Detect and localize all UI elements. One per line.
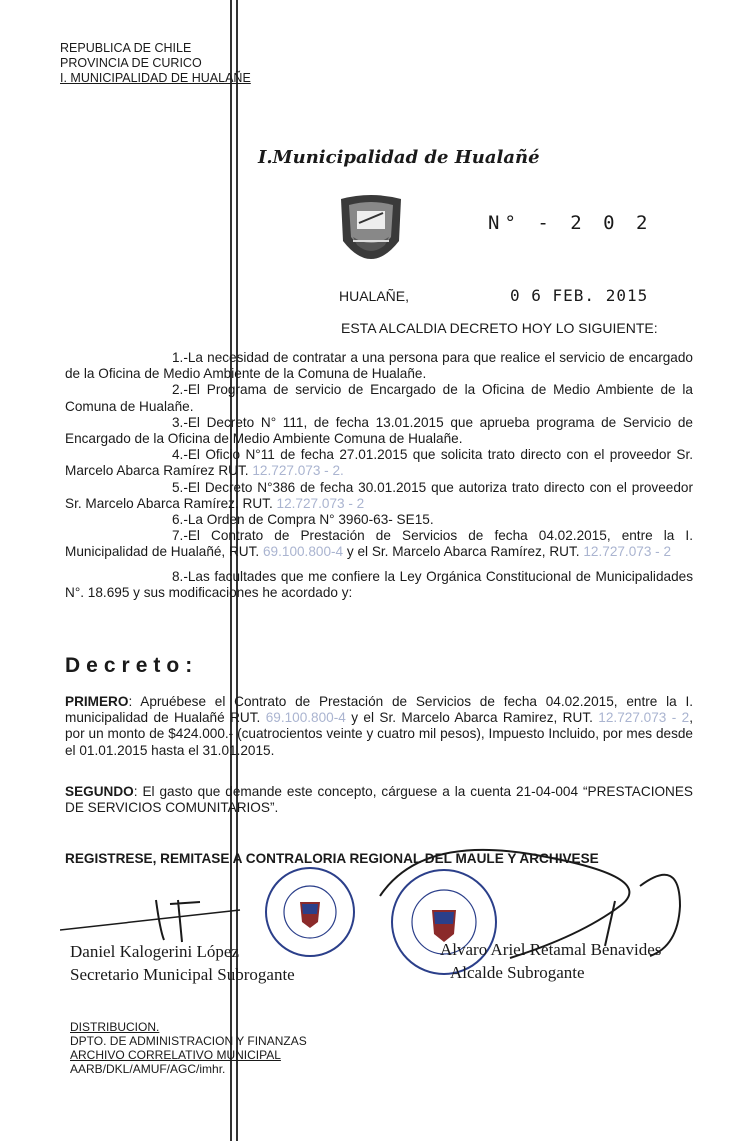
distribution-line: AARB/DKL/AMUF/AGC/imhr. [70, 1062, 226, 1076]
municipal-crest-icon [335, 193, 407, 273]
distribution-line: ARCHIVO CORRELATIVO MUNICIPAL [70, 1048, 281, 1062]
segundo-label: SEGUNDO [65, 784, 134, 799]
municipality-title: I.Municipalidad de Hualañé [258, 147, 540, 168]
rut-value: 69.100.800-4 [265, 710, 346, 726]
decree-place: HUALAÑE, [339, 288, 410, 304]
considerando-8: 8.-Las facultades que me confiere la Ley Orgánica Constitucional de Municipalidades N°. 18.695 y sus modificaciones he acordado y: [65, 568, 693, 600]
primero-label: PRIMERO [65, 694, 129, 709]
considerandos [65, 350, 693, 601]
distribution-list [70, 1020, 307, 1076]
considerando-1: 1.-La necesidad de contratar a una persona para que realice el servicio de encargado de la Oficina de Medio Ambiente de la Comuna de Hualañe. [65, 350, 693, 382]
considerando-6: 6.-La Orden de Compra N° 3960-63- SE15. [172, 512, 434, 528]
rut-value: 12.727.073 - 2 [598, 710, 690, 726]
considerando-2: 2.-El Programa de servicio de Encargado de la Oficina de Medio Ambiente de la Comuna de Hualañe. [65, 382, 693, 414]
considerando-3: 3.-El Decreto N° 111, de fecha 13.01.2015 que aprueba programa de Servicio de Encargado de la Oficina de Medio Ambiente Comuna de Hualañe. [65, 414, 693, 447]
header-province: PROVINCIA DE CURICO [60, 56, 202, 70]
signature-left [70, 940, 295, 986]
rut-value: 12.727.073 - 2 [583, 544, 672, 560]
decreto-heading: Decreto: [65, 654, 199, 677]
decree-number: N° - 2 0 2 [488, 212, 653, 234]
distribution-line: DPTO. DE ADMINISTRACION Y FINANZAS [70, 1034, 307, 1048]
rut-value: 12.727.073 - 2. [252, 463, 344, 479]
signer-right-role: Alcalde Subrogante [450, 963, 585, 982]
header-municipality: I. MUNICIPALIDAD DE HUALAÑE [60, 71, 251, 85]
rut-value: 69.100.800-4 [262, 544, 344, 560]
registrese-line: REGISTRESE, REMITASE A CONTRALORIA REGIONAL DEL MAULE Y ARCHIVESE [65, 851, 599, 866]
considerando-7: 7.-El Contrato de Prestación de Servicios de fecha 04.02.2015, entre la I. Municipalidad de Hualañé, RUT. 69.100.800-4 y el Sr. Marcelo Abarca Ramírez, RUT. 12.727.073 - 2 [65, 528, 693, 560]
document-header [60, 41, 251, 86]
signer-left-role: Secretario Municipal Subrogante [70, 965, 295, 984]
header-country: REPUBLICA DE CHILE [60, 41, 192, 55]
article-primero: PRIMERO: Apruébese el Contrato de Prestación de Servicios de fecha 04.02.2015, entre la I. municipalidad de Hualañé RUT. 69.100.800-4 y el Sr. Marcelo Abarca Ramirez, RUT. 12.727.073 - 2, por un monto de $424.000.- (cuatrocientos veinte y cuatro mil pesos), Impuesto Incluido, por mes desde el 01.01.2015 hasta el 31.01.2015. [65, 694, 693, 758]
signer-right-name: Alvaro Ariel Retamal Benavides [440, 940, 662, 959]
decree-date: 0 6 FEB. 2015 [510, 286, 649, 305]
signer-left-name: Daniel Kalogerini López [70, 942, 239, 961]
article-segundo: SEGUNDO: El gasto que demande este concepto, cárguese a la cuenta 21-04-004 “PRESTACIONES DE SERVICIOS COMUNITARIOS”. [65, 784, 693, 816]
distribution-heading: DISTRIBUCION. [70, 1020, 160, 1034]
rut-value: 12.727.073 - 2 [276, 495, 365, 511]
considerando-5: 5.-El Decreto N°386 de fecha 30.01.2015 que autoriza trato directo con el proveedor Sr. Marcelo Abarca Ramírez, RUT. 12.727.073 - 2 [65, 479, 693, 511]
signature-right [440, 938, 661, 984]
decree-intro: ESTA ALCALDIA DECRETO HOY LO SIGUIENTE: [341, 320, 658, 336]
considerando-4: 4.-El Oficio N°11 de fecha 27.01.2015 que solicita trato directo con el proveedor Sr. Marcelo Abarca Ramírez RUT. 12.727.073 - 2. [65, 447, 693, 479]
